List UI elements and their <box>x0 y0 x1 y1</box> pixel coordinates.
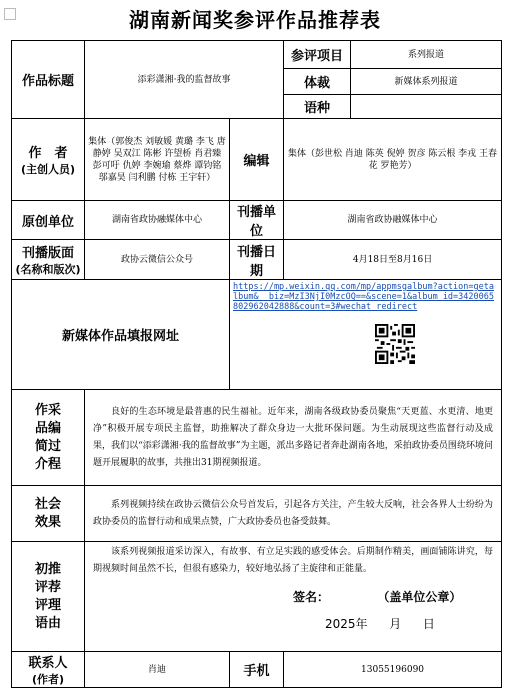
signature-label: 签名： <box>293 590 330 604</box>
contact-value: 肖迪 <box>85 652 230 688</box>
work-title-label: 作品标题 <box>12 41 85 119</box>
document-title: 湖南新闻奖参评作品推荐表 <box>129 8 381 32</box>
publish-date-label: 刊播日期 <box>230 240 284 280</box>
contact-label-sub: (作者) <box>31 673 65 686</box>
editors-value: 集体（彭世松 肖迪 陈英 倪婷 贺彦 陈云根 李戎 王春花 罗艳芳） <box>284 119 502 201</box>
layout-label-main: 刊播版面 <box>21 246 74 261</box>
sign-month: 月 <box>389 617 402 631</box>
layout-label <box>12 240 85 280</box>
intro-label: 作采品编简过介程 <box>12 390 85 486</box>
sign-day: 日 <box>422 617 435 631</box>
phone-value: 13055196090 <box>284 652 502 688</box>
phone-label: 手机 <box>230 652 284 688</box>
author-label <box>12 119 85 201</box>
work-title-value: 添彩潇湘·我的监督故事 <box>85 41 284 119</box>
language-value <box>351 95 502 119</box>
signature-line <box>293 588 493 605</box>
origin-unit-label: 原创单位 <box>12 201 85 240</box>
work-url-link[interactable]: https://mp.weixin.qq.com/mp/appmsgalbum?action=getalbum&__biz=MzI3NjI0MzcOQ==&scene=1&album_id=3420065802962042888&count=3#wechat_redirect <box>233 282 494 312</box>
publish-unit-value: 湖南省政协融媒体中心 <box>284 201 502 240</box>
intro-text: 良好的生态环境是最普惠的民生福祉。近年来，湖南各级政协委员聚焦“天更蓝、水更清、地更净”积极开展专项民主监督，助推解决了群众身边一大批环保问题。为生动展现这些监督行动及成果，我们以“添彩潇湘·我的监督故事”为主题，派出多路记者奔赴湖南各地，采拍政协委员围绕环境问题开展履职的故事，共推出31期视频报道。 <box>85 390 502 486</box>
layout-label-sub: (名称和版次) <box>15 263 81 276</box>
effect-label: 社会效果 <box>12 486 85 542</box>
entry-item-label: 参评项目 <box>284 41 351 69</box>
recommend-text: 该系列视频报道采访深入，有故事、有立足实践的感受体会。后期制作精美，画面铺陈讲究，每期视频时间虽然不长，但很有感染力，较好地弘扬了主旋律和正能量。 <box>93 547 494 574</box>
language-label: 语种 <box>284 95 351 119</box>
sign-year: 2025年 <box>325 617 368 631</box>
effect-text: 系列视频持续在政协云微信公众号首发后，引起各方关注，产生较大反响，社会各界人士纷纷为政协委员的监督行动和成果点赞，广大政协委员也备受鼓舞。 <box>85 486 502 542</box>
origin-unit-value: 湖南省政协融媒体中心 <box>85 201 230 240</box>
url-label: 新媒体作品填报网址 <box>12 280 230 390</box>
recommend-cell <box>85 542 502 652</box>
layout-value: 政协云微信公众号 <box>85 240 230 280</box>
authors-value: 集体（郭俊杰 刘敏媛 黄璐 李飞 唐静婷 吴双江 陈彬 许望桥 肖君臻 彭可吁 仇婷 李婉瑜 蔡烨 谭钧铭 邬嘉昊 闫利鹏 付栋 王宇轩） <box>85 119 230 201</box>
author-label-main: 作 者 <box>28 146 68 161</box>
recommendation-form-table <box>11 40 502 688</box>
publish-unit-label: 刊播单位 <box>230 201 284 240</box>
qr-code-icon <box>375 324 415 364</box>
genre-value: 新媒体系列报道 <box>351 69 502 95</box>
stamp-label: （盖单位公章） <box>377 590 462 604</box>
contact-label <box>12 652 85 688</box>
url-cell <box>230 280 502 390</box>
editor-label: 编辑 <box>230 119 284 201</box>
entry-item-value: 系列报道 <box>351 41 502 69</box>
publish-date-value: 4月18日至8月16日 <box>284 240 502 280</box>
date-line <box>325 615 493 632</box>
author-label-sub: (主创人员) <box>20 163 76 176</box>
contact-label-main: 联系人 <box>28 656 68 671</box>
genre-label: 体裁 <box>284 69 351 95</box>
recommend-label: 初推评荐评理语由 <box>12 542 85 652</box>
